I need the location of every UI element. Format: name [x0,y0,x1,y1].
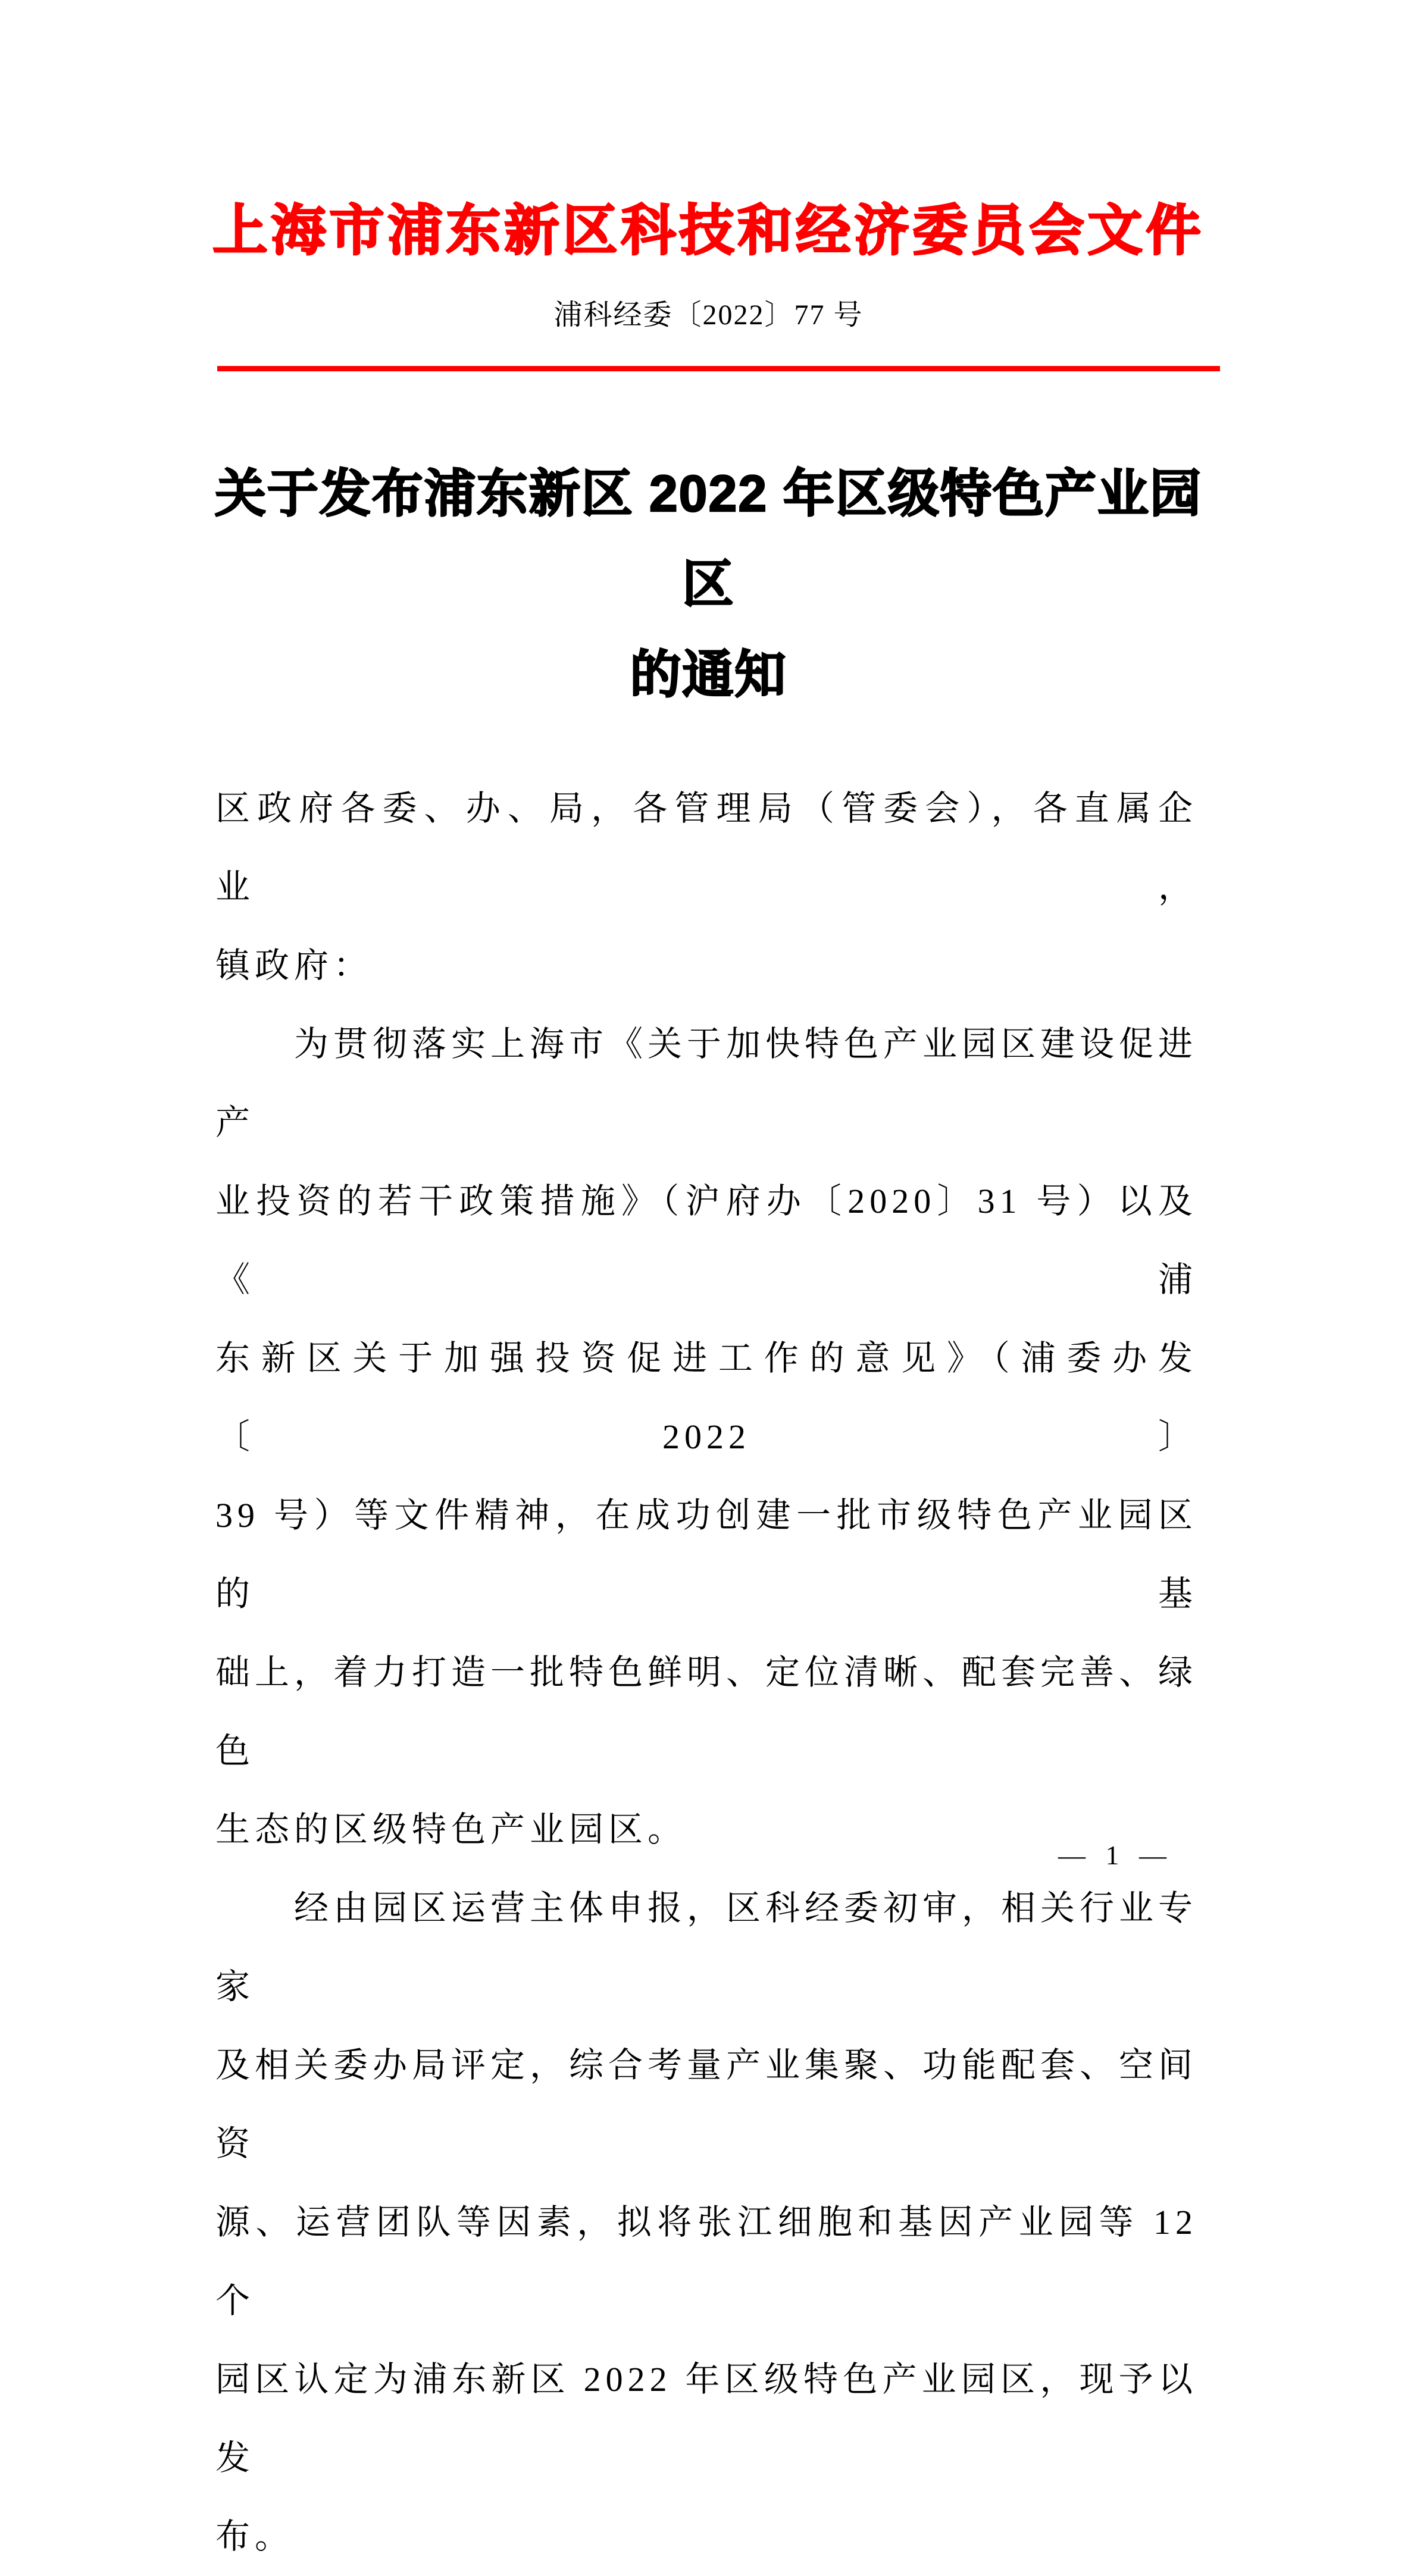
agency-header-title: 上海市浦东新区科技和经济委员会文件 [212,201,1205,261]
body-line: 39 号）等文件精神，在成功创建一批市级特色产业园区的基 [215,1496,1197,1613]
body-line: 东新区关于加强投资促进工作的意见》（浦委办发〔2022〕 [215,1339,1197,1456]
body-line: 园区认定为浦东新区 2022 年区级特色产业园区，现予以发 [215,2360,1197,2477]
notice-title-line-2: 区 [682,556,735,613]
document-number: 浦科经委〔2022〕77 号 [553,299,864,331]
body-line: 经由园区运营主体申报，区科经委初审，相关行业专家 [215,1889,1198,2006]
body-line: 础上，着力打造一批特色鲜明、定位清晰、配套完善、绿色 [215,1653,1198,1770]
body-line: 区政府各委、办、局，各管理局（管委会），各直属企业， [215,789,1197,906]
body-line: 及相关委办局评定，综合考量产业集聚、功能配套、空间资 [215,2046,1198,2163]
page-number: — 1 — [1058,1840,1166,1870]
body-line: 源、运营团队等因素，拟将张江细胞和基因产业园等 12 个 [215,2203,1197,2320]
body-text [215,769,1197,2576]
body-line: 布。 [215,2517,295,2556]
body-line: 镇政府： [215,946,373,985]
notice-title-line-3: 的通知 [630,646,787,703]
body-line: 生态的区级特色产业园区。 [215,1810,687,1849]
body-line: 为贯彻落实上海市《关于加快特色产业园区建设促进产 [215,1025,1198,1142]
body-line: 业投资的若干政策措施》（沪府办〔2020〕31 号）以及《浦 [215,1182,1197,1299]
notice-title-line-1: 关于发布浦东新区 2022 年区级特色产业园 [214,465,1203,522]
red-separator-line [217,366,1220,371]
notice-title [179,449,1238,720]
